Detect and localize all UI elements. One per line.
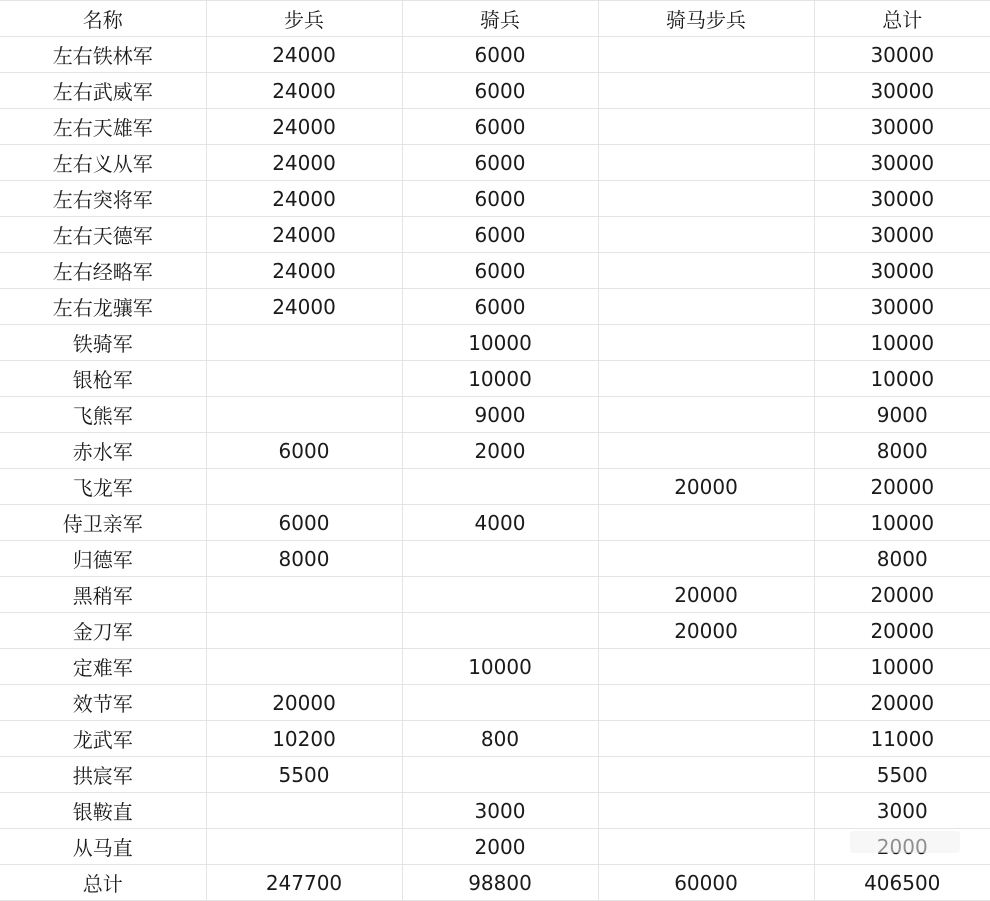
cell-infantry: 8000 xyxy=(206,541,402,577)
cell-mounted-infantry xyxy=(598,793,814,829)
cell-name: 龙武军 xyxy=(0,721,206,757)
watermark xyxy=(850,831,960,853)
table-row xyxy=(0,505,990,541)
cell-name: 飞龙军 xyxy=(0,469,206,505)
total-infantry: 247700 xyxy=(206,865,402,901)
cell-name: 左右天德军 xyxy=(0,217,206,253)
table-row xyxy=(0,73,990,109)
cell-total: 5500 xyxy=(814,757,990,793)
cell-mounted-infantry xyxy=(598,685,814,721)
cell-name: 左右突将军 xyxy=(0,181,206,217)
cell-mounted-infantry: 20000 xyxy=(598,613,814,649)
cell-infantry: 24000 xyxy=(206,289,402,325)
cell-infantry: 24000 xyxy=(206,253,402,289)
table-row xyxy=(0,469,990,505)
cell-mounted-infantry xyxy=(598,109,814,145)
cell-cavalry xyxy=(402,613,598,649)
cell-infantry: 6000 xyxy=(206,505,402,541)
cell-name: 左右龙骧军 xyxy=(0,289,206,325)
cell-total: 8000 xyxy=(814,433,990,469)
cell-mounted-infantry xyxy=(598,145,814,181)
cell-name: 左右天雄军 xyxy=(0,109,206,145)
cell-name: 归德军 xyxy=(0,541,206,577)
table-row xyxy=(0,109,990,145)
table-row xyxy=(0,397,990,433)
cell-cavalry: 6000 xyxy=(402,217,598,253)
header-infantry: 步兵 xyxy=(206,1,402,37)
cell-total: 20000 xyxy=(814,685,990,721)
cell-infantry: 5500 xyxy=(206,757,402,793)
cell-infantry xyxy=(206,649,402,685)
cell-name: 黑稍军 xyxy=(0,577,206,613)
cell-infantry: 24000 xyxy=(206,37,402,73)
header-cavalry: 骑兵 xyxy=(402,1,598,37)
cell-name: 拱宸军 xyxy=(0,757,206,793)
cell-name: 银枪军 xyxy=(0,361,206,397)
header-total: 总计 xyxy=(814,1,990,37)
cell-name: 定难军 xyxy=(0,649,206,685)
table-row xyxy=(0,721,990,757)
cell-infantry: 24000 xyxy=(206,145,402,181)
cell-name: 飞熊军 xyxy=(0,397,206,433)
cell-total: 20000 xyxy=(814,577,990,613)
cell-infantry xyxy=(206,397,402,433)
cell-cavalry xyxy=(402,469,598,505)
cell-infantry: 24000 xyxy=(206,73,402,109)
table-row xyxy=(0,685,990,721)
cell-infantry: 24000 xyxy=(206,181,402,217)
cell-infantry xyxy=(206,829,402,865)
cell-total: 8000 xyxy=(814,541,990,577)
cell-mounted-infantry xyxy=(598,505,814,541)
cell-mounted-infantry xyxy=(598,325,814,361)
total-grand: 406500 xyxy=(814,865,990,901)
cell-cavalry: 6000 xyxy=(402,37,598,73)
cell-mounted-infantry xyxy=(598,361,814,397)
cell-total: 30000 xyxy=(814,37,990,73)
cell-name: 金刀军 xyxy=(0,613,206,649)
cell-total: 11000 xyxy=(814,721,990,757)
cell-name: 从马直 xyxy=(0,829,206,865)
header-mounted-infantry: 骑马步兵 xyxy=(598,1,814,37)
cell-cavalry: 10000 xyxy=(402,361,598,397)
table-body xyxy=(0,37,990,901)
cell-total: 9000 xyxy=(814,397,990,433)
cell-cavalry: 6000 xyxy=(402,181,598,217)
cell-mounted-infantry xyxy=(598,181,814,217)
cell-mounted-infantry xyxy=(598,289,814,325)
cell-cavalry: 6000 xyxy=(402,253,598,289)
total-mounted-infantry: 60000 xyxy=(598,865,814,901)
cell-cavalry: 4000 xyxy=(402,505,598,541)
table-row xyxy=(0,433,990,469)
cell-cavalry: 10000 xyxy=(402,325,598,361)
table-row xyxy=(0,613,990,649)
cell-name: 侍卫亲军 xyxy=(0,505,206,541)
cell-infantry xyxy=(206,469,402,505)
cell-cavalry xyxy=(402,757,598,793)
cell-infantry: 6000 xyxy=(206,433,402,469)
table-row xyxy=(0,253,990,289)
cell-name: 效节军 xyxy=(0,685,206,721)
cell-mounted-infantry xyxy=(598,397,814,433)
total-row xyxy=(0,865,990,901)
cell-total: 10000 xyxy=(814,505,990,541)
cell-cavalry: 3000 xyxy=(402,793,598,829)
cell-total: 30000 xyxy=(814,181,990,217)
cell-name: 铁骑军 xyxy=(0,325,206,361)
cell-mounted-infantry: 20000 xyxy=(598,469,814,505)
cell-cavalry xyxy=(402,541,598,577)
cell-infantry: 24000 xyxy=(206,217,402,253)
cell-total: 30000 xyxy=(814,253,990,289)
cell-mounted-infantry xyxy=(598,37,814,73)
cell-cavalry: 2000 xyxy=(402,433,598,469)
cell-cavalry: 6000 xyxy=(402,109,598,145)
cell-infantry: 10200 xyxy=(206,721,402,757)
table-row xyxy=(0,361,990,397)
cell-infantry: 24000 xyxy=(206,109,402,145)
cell-mounted-infantry xyxy=(598,73,814,109)
cell-mounted-infantry: 20000 xyxy=(598,577,814,613)
cell-name: 银鞍直 xyxy=(0,793,206,829)
cell-cavalry: 6000 xyxy=(402,289,598,325)
cell-cavalry xyxy=(402,577,598,613)
cell-total: 30000 xyxy=(814,289,990,325)
cell-total: 10000 xyxy=(814,649,990,685)
cell-total: 10000 xyxy=(814,361,990,397)
total-label: 总计 xyxy=(0,865,206,901)
table-row xyxy=(0,289,990,325)
table-row xyxy=(0,325,990,361)
cell-total: 30000 xyxy=(814,145,990,181)
cell-cavalry: 6000 xyxy=(402,145,598,181)
cell-total: 10000 xyxy=(814,325,990,361)
cell-mounted-infantry xyxy=(598,829,814,865)
table-row xyxy=(0,145,990,181)
cell-infantry xyxy=(206,793,402,829)
cell-infantry xyxy=(206,325,402,361)
cell-total: 30000 xyxy=(814,109,990,145)
cell-cavalry: 800 xyxy=(402,721,598,757)
cell-name: 左右铁林军 xyxy=(0,37,206,73)
cell-total: 3000 xyxy=(814,793,990,829)
cell-total: 20000 xyxy=(814,469,990,505)
cell-cavalry: 9000 xyxy=(402,397,598,433)
cell-infantry xyxy=(206,613,402,649)
cell-cavalry: 10000 xyxy=(402,649,598,685)
cell-mounted-infantry xyxy=(598,541,814,577)
table-header xyxy=(0,1,990,37)
header-row xyxy=(0,1,990,37)
cell-infantry: 20000 xyxy=(206,685,402,721)
cell-name: 左右经略军 xyxy=(0,253,206,289)
cell-total: 20000 xyxy=(814,613,990,649)
cell-total: 30000 xyxy=(814,73,990,109)
table-row xyxy=(0,793,990,829)
cell-mounted-infantry xyxy=(598,433,814,469)
cell-mounted-infantry xyxy=(598,757,814,793)
table-row xyxy=(0,541,990,577)
table-row xyxy=(0,577,990,613)
cell-name: 赤水军 xyxy=(0,433,206,469)
table-row xyxy=(0,649,990,685)
table-row xyxy=(0,37,990,73)
header-name: 名称 xyxy=(0,1,206,37)
cell-mounted-infantry xyxy=(598,253,814,289)
cell-name: 左右武威军 xyxy=(0,73,206,109)
cell-cavalry xyxy=(402,685,598,721)
cell-cavalry: 2000 xyxy=(402,829,598,865)
cell-infantry xyxy=(206,361,402,397)
total-cavalry: 98800 xyxy=(402,865,598,901)
table-row xyxy=(0,217,990,253)
table-row xyxy=(0,181,990,217)
cell-mounted-infantry xyxy=(598,721,814,757)
cell-mounted-infantry xyxy=(598,217,814,253)
cell-mounted-infantry xyxy=(598,649,814,685)
table-row xyxy=(0,829,990,865)
cell-total: 30000 xyxy=(814,217,990,253)
table-row xyxy=(0,757,990,793)
cell-name: 左右义从军 xyxy=(0,145,206,181)
cell-cavalry: 6000 xyxy=(402,73,598,109)
cell-infantry xyxy=(206,577,402,613)
